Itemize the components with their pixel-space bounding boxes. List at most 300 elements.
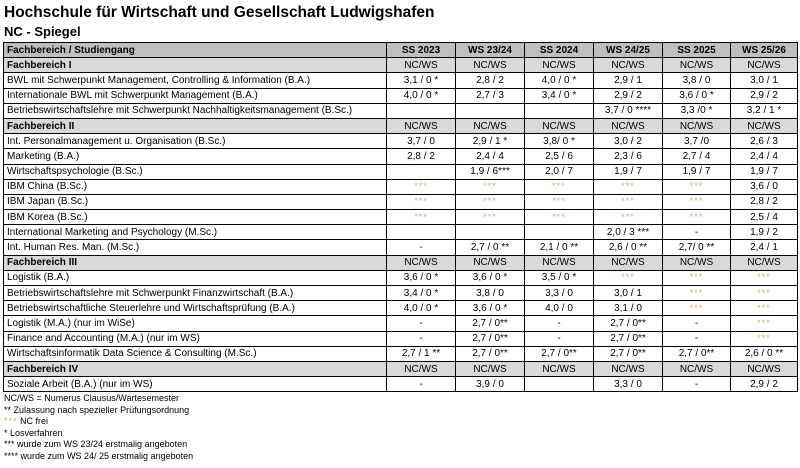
value-cell bbox=[456, 134, 525, 149]
cell-text: 1,9 / 2 bbox=[750, 226, 778, 238]
cell-text: 2,0 / 3 *** bbox=[606, 226, 650, 238]
cell-text: 3,6 / 0 bbox=[750, 181, 778, 193]
cell-text: Fachbereich II bbox=[7, 120, 75, 132]
cell-text: IBM Japan (B.Sc.) bbox=[7, 196, 89, 208]
value-cell bbox=[663, 88, 731, 103]
footnotes bbox=[4, 393, 193, 463]
value-cell bbox=[594, 255, 663, 270]
cell-text: Soziale Arbeit (B.A.) (nur im WS) bbox=[7, 378, 153, 390]
cell-text: Finance and Accounting (M.A.) (nur im WS) bbox=[7, 333, 200, 345]
program-name-cell bbox=[4, 164, 387, 179]
value-cell bbox=[731, 58, 798, 73]
value-cell bbox=[594, 286, 663, 301]
cell-text: 3,4 / 0 * bbox=[541, 90, 577, 102]
value-cell bbox=[387, 103, 456, 118]
cell-text: *** bbox=[757, 287, 771, 298]
program-name-cell bbox=[4, 210, 387, 225]
value-cell bbox=[731, 346, 798, 361]
value-cell bbox=[731, 164, 798, 179]
program-name-cell bbox=[4, 118, 387, 133]
cell-text: NC/WS bbox=[404, 257, 438, 269]
cell-text: 3,6 / 0 * bbox=[472, 272, 508, 284]
table-row bbox=[4, 194, 798, 209]
program-name-cell bbox=[4, 88, 387, 103]
cell-text: 3,6 / 0 * bbox=[403, 272, 439, 284]
cell-text: 3,1 / 0 * bbox=[403, 74, 439, 86]
footnote-line bbox=[4, 405, 193, 417]
cell-text: NC/WS bbox=[473, 257, 507, 269]
cell-text: NC/WS bbox=[542, 120, 576, 132]
cell-text: - bbox=[694, 226, 699, 238]
cell-text: 3,4 / 0 * bbox=[403, 287, 439, 299]
footnote-line bbox=[4, 416, 193, 428]
value-cell bbox=[663, 194, 731, 209]
value-cell bbox=[525, 103, 594, 118]
value-cell bbox=[594, 240, 663, 255]
cell-text: 2,7 / 0** bbox=[610, 348, 646, 360]
value-cell bbox=[594, 179, 663, 194]
value-cell bbox=[525, 118, 594, 133]
table-row bbox=[4, 377, 798, 392]
cell-text: Wirtschaftsinformatik Data Science & Consulting (M.Sc.) bbox=[7, 348, 257, 360]
cell-text: WS 23/24 bbox=[468, 44, 512, 56]
cell-text: 2,7/ 0 ** bbox=[678, 242, 715, 254]
cell-text: *** bbox=[689, 181, 704, 192]
value-cell bbox=[731, 179, 798, 194]
value-cell bbox=[456, 118, 525, 133]
program-name-cell bbox=[4, 301, 387, 316]
cell-text: 3,6 / 0 * bbox=[679, 90, 714, 102]
cell-text: NC/WS bbox=[679, 257, 714, 269]
cell-text: NC/WS bbox=[747, 363, 781, 375]
value-cell bbox=[663, 225, 731, 240]
cell-text: *** bbox=[689, 287, 704, 298]
cell-text: 2,7 / 0** bbox=[610, 333, 646, 345]
value-cell bbox=[387, 225, 456, 240]
cell-text: WS 25/26 bbox=[742, 44, 786, 56]
cell-text: *** bbox=[552, 196, 566, 207]
value-cell bbox=[525, 270, 594, 285]
cell-text: - bbox=[557, 333, 561, 345]
value-cell bbox=[663, 179, 731, 194]
program-name-cell bbox=[4, 286, 387, 301]
cell-text: 3,9 / 0 bbox=[476, 378, 504, 390]
cell-text: *** bbox=[621, 181, 635, 192]
cell-text: *** bbox=[414, 181, 428, 192]
cell-text: 2,4 / 1 bbox=[750, 242, 778, 254]
section-row bbox=[4, 361, 798, 376]
value-cell bbox=[663, 103, 731, 118]
cell-text: 2,7 / 0** bbox=[472, 317, 508, 329]
cell-text: Fachbereich / Studiengang bbox=[7, 44, 135, 56]
program-name-cell bbox=[4, 377, 387, 392]
value-cell bbox=[663, 118, 731, 133]
table-row bbox=[4, 316, 798, 331]
table-row bbox=[4, 134, 798, 149]
value-cell bbox=[525, 58, 594, 73]
value-cell bbox=[731, 316, 798, 331]
cell-text: *** bbox=[552, 181, 566, 192]
value-cell bbox=[456, 346, 525, 361]
cell-text: Logistik (M.A.) (nur im WiSe) bbox=[7, 317, 135, 329]
value-cell bbox=[525, 377, 594, 392]
cell-text: 3,7 /0 bbox=[683, 135, 710, 147]
table-row bbox=[4, 346, 798, 361]
page-title: Hochschule für Wirtschaft und Gesellschaft Ludwigshafen bbox=[4, 4, 435, 21]
table-row bbox=[4, 286, 798, 301]
value-cell bbox=[387, 240, 456, 255]
value-cell bbox=[387, 179, 456, 194]
cell-text: NC/WS bbox=[473, 59, 507, 71]
value-cell bbox=[594, 331, 663, 346]
value-cell bbox=[456, 149, 525, 164]
footnote-text: NC/WS = Numerus Clausus/Wartesemester bbox=[4, 393, 179, 403]
cell-text: 3,3 / 0 bbox=[545, 287, 573, 299]
program-name-cell bbox=[4, 316, 387, 331]
value-cell bbox=[594, 134, 663, 149]
cell-text: *** bbox=[414, 211, 428, 222]
value-cell bbox=[387, 73, 456, 88]
table-row bbox=[4, 301, 798, 316]
value-cell bbox=[525, 73, 594, 88]
value-cell bbox=[525, 240, 594, 255]
cell-text: 2,6 / 0 ** bbox=[608, 242, 648, 254]
cell-text: 2,3 / 6 bbox=[614, 150, 642, 162]
value-cell bbox=[731, 361, 798, 376]
value-cell bbox=[594, 118, 663, 133]
value-cell bbox=[456, 103, 525, 118]
cell-text: - bbox=[419, 317, 423, 329]
cell-text: 2,7 / 0** bbox=[472, 348, 508, 360]
table-row bbox=[4, 225, 798, 240]
section-row bbox=[4, 58, 798, 73]
cell-text: 4,0 / 0 * bbox=[541, 74, 577, 86]
footnote-text: NC frei bbox=[17, 416, 49, 427]
cell-text: NC/WS bbox=[404, 59, 438, 71]
table-row bbox=[4, 270, 798, 285]
cell-text: 2,6 / 3 bbox=[750, 135, 778, 147]
nc-free-marker: *** bbox=[4, 416, 18, 427]
cell-text: WS 24/25 bbox=[606, 44, 650, 56]
value-cell bbox=[663, 149, 731, 164]
cell-text: - bbox=[694, 333, 699, 345]
cell-text: 4,0 / 0 bbox=[545, 302, 573, 314]
table-row bbox=[4, 149, 798, 164]
value-cell bbox=[663, 255, 731, 270]
value-cell bbox=[663, 73, 731, 88]
cell-text: 2,7 / 3 bbox=[476, 90, 504, 102]
cell-text: 2,7 / 0** bbox=[472, 333, 508, 345]
footnote-text: ** Zulassung nach spezieller Prüfungsordnung bbox=[4, 404, 190, 415]
value-cell bbox=[525, 361, 594, 376]
footnote-line bbox=[4, 393, 193, 405]
header-cell-program bbox=[4, 43, 387, 58]
value-cell bbox=[456, 73, 525, 88]
value-cell bbox=[456, 179, 525, 194]
cell-text: 2,7 / 0** bbox=[678, 348, 715, 360]
section-row bbox=[4, 255, 798, 270]
value-cell bbox=[663, 210, 731, 225]
value-cell bbox=[594, 346, 663, 361]
table-row bbox=[4, 179, 798, 194]
value-cell bbox=[731, 194, 798, 209]
value-cell bbox=[731, 255, 798, 270]
value-cell bbox=[387, 134, 456, 149]
value-cell bbox=[525, 194, 594, 209]
value-cell bbox=[387, 194, 456, 209]
cell-text: 2,9 / 2 bbox=[750, 378, 778, 390]
value-cell bbox=[731, 73, 798, 88]
cell-text: SS 2024 bbox=[539, 44, 579, 56]
value-cell bbox=[525, 331, 594, 346]
value-cell bbox=[594, 225, 663, 240]
cell-text: *** bbox=[621, 211, 635, 222]
value-cell bbox=[456, 270, 525, 285]
program-name-cell bbox=[4, 73, 387, 88]
header-cell-semester bbox=[525, 43, 594, 58]
cell-text: *** bbox=[621, 196, 635, 207]
cell-text: 3,0 / 1 bbox=[750, 74, 778, 86]
cell-text: Int. Human Res. Man. (M.Sc.) bbox=[7, 242, 140, 254]
table-row bbox=[4, 331, 798, 346]
cell-text: Betriebswirtschaftslehre mit Schwerpunkt Nachhaltigkeitsmanagement (B.Sc.) bbox=[7, 105, 353, 117]
value-cell bbox=[387, 331, 456, 346]
cell-text: 2,9 / 2 bbox=[614, 90, 642, 102]
cell-text: NC/WS bbox=[679, 120, 714, 132]
cell-text: 4,0 / 0 * bbox=[403, 302, 439, 314]
cell-text: 3,3 /0 * bbox=[680, 105, 713, 117]
value-cell bbox=[731, 118, 798, 133]
cell-text: NC/WS bbox=[404, 120, 438, 132]
table-row bbox=[4, 164, 798, 179]
cell-text: 2,7 / 4 bbox=[682, 150, 711, 162]
value-cell bbox=[387, 164, 456, 179]
header-cell-semester bbox=[731, 43, 798, 58]
page-subtitle: NC - Spiegel bbox=[4, 24, 81, 39]
cell-text: 3,8 / 0 bbox=[682, 74, 711, 86]
cell-text: NC/WS bbox=[473, 120, 507, 132]
cell-text: 2,9 / 2 bbox=[750, 90, 778, 102]
cell-text: BWL mit Schwerpunkt Management, Controlling & Information (B.A.) bbox=[7, 74, 311, 86]
value-cell bbox=[731, 149, 798, 164]
footnote-line bbox=[4, 451, 193, 463]
cell-text: NC/WS bbox=[747, 59, 781, 71]
cell-text: SS 2025 bbox=[677, 44, 716, 56]
program-name-cell bbox=[4, 134, 387, 149]
cell-text: 3,2 / 1 * bbox=[746, 105, 782, 117]
program-name-cell bbox=[4, 255, 387, 270]
footnote-line bbox=[4, 428, 193, 440]
cell-text: *** bbox=[689, 272, 704, 283]
cell-text: 3,5 / 0 * bbox=[541, 272, 577, 284]
cell-text: *** bbox=[483, 196, 497, 207]
value-cell bbox=[594, 103, 663, 118]
program-name-cell bbox=[4, 331, 387, 346]
cell-text: *** bbox=[757, 272, 771, 283]
value-cell bbox=[663, 377, 731, 392]
value-cell bbox=[731, 286, 798, 301]
table-row bbox=[4, 240, 798, 255]
cell-text: *** bbox=[483, 181, 497, 192]
value-cell bbox=[731, 225, 798, 240]
cell-text: *** bbox=[757, 333, 771, 344]
cell-text: 3,8 / 0 bbox=[476, 287, 504, 299]
cell-text: NC/WS bbox=[542, 257, 576, 269]
cell-text: 2,8 / 2 bbox=[407, 150, 435, 162]
value-cell bbox=[594, 149, 663, 164]
cell-text: 1,9 / 7 bbox=[682, 166, 711, 178]
cell-text: 1,9 / 7 bbox=[614, 166, 642, 178]
value-cell bbox=[594, 361, 663, 376]
cell-text: NC/WS bbox=[679, 59, 714, 71]
cell-text: 2,4 / 4 bbox=[476, 150, 504, 162]
program-name-cell bbox=[4, 194, 387, 209]
value-cell bbox=[731, 103, 798, 118]
cell-text: 2,8 / 2 bbox=[476, 74, 504, 86]
value-cell bbox=[594, 164, 663, 179]
value-cell bbox=[731, 331, 798, 346]
value-cell bbox=[525, 179, 594, 194]
value-cell bbox=[387, 346, 456, 361]
value-cell bbox=[387, 270, 456, 285]
cell-text: 3,7 / 0 bbox=[407, 135, 435, 147]
value-cell bbox=[456, 331, 525, 346]
cell-text: 4,0 / 0 * bbox=[403, 90, 439, 102]
value-cell bbox=[456, 88, 525, 103]
section-row bbox=[4, 118, 798, 133]
value-cell bbox=[456, 301, 525, 316]
value-cell bbox=[456, 255, 525, 270]
cell-text: Fachbereich IV bbox=[7, 363, 79, 375]
cell-text: IBM Korea (B.Sc.) bbox=[7, 211, 88, 223]
value-cell bbox=[594, 73, 663, 88]
program-name-cell bbox=[4, 149, 387, 164]
value-cell bbox=[525, 286, 594, 301]
cell-text: 1,9 / 7 bbox=[750, 166, 778, 178]
value-cell bbox=[663, 134, 731, 149]
value-cell bbox=[456, 377, 525, 392]
value-cell bbox=[663, 164, 731, 179]
header-cell-semester bbox=[387, 43, 456, 58]
cell-text: 2,8 / 2 bbox=[750, 196, 778, 208]
table-row bbox=[4, 210, 798, 225]
value-cell bbox=[387, 149, 456, 164]
cell-text: NC/WS bbox=[542, 363, 576, 375]
value-cell bbox=[731, 210, 798, 225]
cell-text: International Marketing and Psychology (M.Sc.) bbox=[7, 226, 218, 238]
value-cell bbox=[594, 88, 663, 103]
cell-text: Int. Personalmanagement u. Organisation (B.Sc.) bbox=[7, 135, 226, 147]
cell-text: IBM China (B.Sc.) bbox=[7, 181, 88, 193]
value-cell bbox=[663, 58, 731, 73]
value-cell bbox=[731, 88, 798, 103]
cell-text: NC/WS bbox=[473, 363, 507, 375]
value-cell bbox=[387, 118, 456, 133]
program-name-cell bbox=[4, 58, 387, 73]
cell-text: *** bbox=[757, 302, 771, 313]
cell-text: - bbox=[694, 378, 699, 390]
cell-text: *** bbox=[621, 272, 635, 283]
value-cell bbox=[525, 346, 594, 361]
cell-text: 3,0 / 1 bbox=[614, 287, 642, 299]
cell-text: 2,7 / 0** bbox=[541, 348, 577, 360]
cell-text: - bbox=[419, 378, 423, 390]
value-cell bbox=[525, 149, 594, 164]
value-cell bbox=[525, 134, 594, 149]
program-name-cell bbox=[4, 346, 387, 361]
value-cell bbox=[663, 346, 731, 361]
cell-text: 2,7 / 0** bbox=[610, 317, 646, 329]
value-cell bbox=[525, 316, 594, 331]
value-cell bbox=[525, 88, 594, 103]
cell-text: NC/WS bbox=[747, 257, 781, 269]
cell-text: 2,9 / 1 bbox=[614, 74, 642, 86]
table-header-row bbox=[4, 43, 798, 58]
value-cell bbox=[387, 58, 456, 73]
value-cell bbox=[387, 316, 456, 331]
cell-text: NC/WS bbox=[542, 59, 576, 71]
cell-text: 3,3 / 0 bbox=[614, 378, 642, 390]
cell-text: *** bbox=[689, 211, 704, 222]
footnote-line bbox=[4, 439, 193, 451]
value-cell bbox=[594, 270, 663, 285]
cell-text: *** bbox=[757, 317, 771, 328]
cell-text: 2,7 / 1 ** bbox=[401, 348, 441, 360]
program-name-cell bbox=[4, 225, 387, 240]
table-row bbox=[4, 103, 798, 118]
value-cell bbox=[594, 58, 663, 73]
cell-text: NC/WS bbox=[611, 257, 645, 269]
footnote-text: * Losverfahren bbox=[4, 427, 63, 438]
cell-text: NC/WS bbox=[747, 120, 781, 132]
cell-text: 2,5 / 6 bbox=[545, 150, 573, 162]
cell-text: 2,5 / 4 bbox=[750, 211, 778, 223]
value-cell bbox=[525, 301, 594, 316]
cell-text: 3,7 / 0 **** bbox=[604, 105, 652, 117]
value-cell bbox=[663, 301, 731, 316]
value-cell bbox=[663, 240, 731, 255]
cell-text: - bbox=[419, 242, 423, 254]
table-row bbox=[4, 73, 798, 88]
value-cell bbox=[594, 316, 663, 331]
program-name-cell bbox=[4, 270, 387, 285]
cell-text: - bbox=[694, 317, 699, 329]
cell-text: 3,0 / 2 bbox=[614, 135, 642, 147]
value-cell bbox=[594, 210, 663, 225]
cell-text: NC/WS bbox=[611, 59, 645, 71]
value-cell bbox=[387, 88, 456, 103]
nc-table bbox=[3, 42, 798, 392]
cell-text: *** bbox=[552, 211, 566, 222]
cell-text: Marketing (B.A.) bbox=[7, 150, 80, 162]
value-cell bbox=[456, 225, 525, 240]
value-cell bbox=[525, 164, 594, 179]
value-cell bbox=[456, 361, 525, 376]
value-cell bbox=[594, 194, 663, 209]
cell-text: Wirtschaftspsychologie (B.Sc.) bbox=[7, 166, 143, 178]
cell-text: NC/WS bbox=[611, 363, 645, 375]
cell-text: 3,6 / 0 * bbox=[472, 302, 508, 314]
value-cell bbox=[387, 286, 456, 301]
value-cell bbox=[731, 134, 798, 149]
value-cell bbox=[456, 316, 525, 331]
footnote-text: **** wurde zum WS 24/ 25 erstmalig angeboten bbox=[4, 450, 194, 461]
value-cell bbox=[663, 331, 731, 346]
cell-text: - bbox=[557, 317, 561, 329]
value-cell bbox=[731, 240, 798, 255]
value-cell bbox=[663, 270, 731, 285]
value-cell bbox=[663, 286, 731, 301]
